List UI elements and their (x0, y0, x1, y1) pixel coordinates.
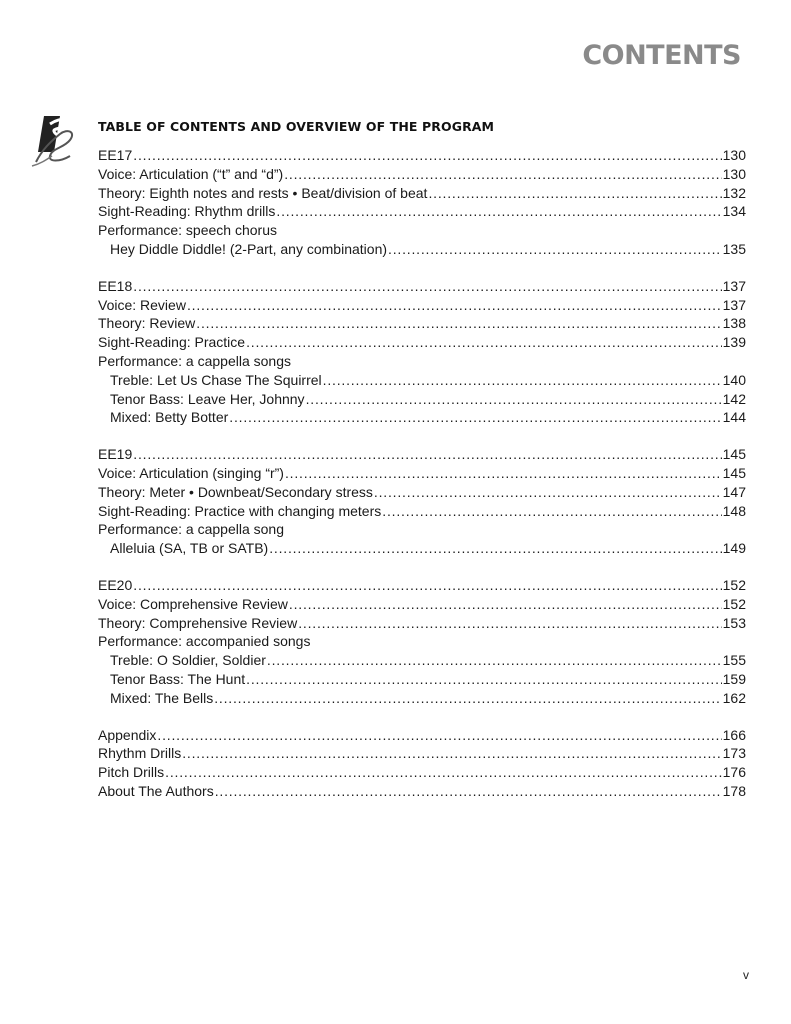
toc-page-number: 155 (722, 652, 746, 669)
toc-entry-label: Voice: Articulation (“t” and “d”) (98, 165, 284, 182)
toc-page-number: 132 (722, 184, 746, 201)
dot-leader (215, 782, 722, 801)
toc-page-number: 173 (722, 745, 746, 762)
dot-leader (388, 240, 722, 259)
toc-entry-label: Voice: Comprehensive Review (98, 595, 288, 612)
toc-entry (98, 595, 746, 614)
dot-leader (276, 202, 721, 221)
toc-entry (98, 464, 746, 483)
toc-entry (98, 202, 746, 221)
dot-leader (382, 502, 721, 521)
toc-entry-label: EE17 (98, 147, 133, 163)
toc-entry-label: EE18 (98, 277, 133, 294)
toc-group (98, 576, 746, 708)
dot-leader (246, 670, 721, 689)
page-folio: v (743, 968, 749, 982)
toc-entry-label: Theory: Meter • Downbeat/Secondary stress (98, 483, 373, 500)
dot-leader (157, 726, 721, 745)
toc-entry-label: Sight-Reading: Practice with changing meters (98, 502, 382, 519)
toc-entry (98, 221, 746, 240)
toc-entry (98, 296, 746, 315)
toc-page-number: 134 (722, 203, 746, 220)
toc-group (98, 726, 746, 801)
toc-page-number: 162 (722, 689, 746, 706)
ee-logo-icon (30, 112, 90, 172)
toc-entry-label: Tenor Bass: Leave Her, Johnny (110, 390, 305, 407)
toc-entry-label: Treble: Let Us Chase The Squirrel (110, 371, 322, 388)
toc-page-number: 145 (722, 446, 746, 463)
toc-entry (98, 333, 746, 352)
dot-leader (196, 314, 721, 333)
dot-leader (187, 296, 722, 315)
toc-entry (98, 483, 746, 502)
toc-entry (98, 240, 746, 259)
toc-page-number: 152 (722, 595, 746, 612)
dot-leader (269, 539, 721, 558)
toc-entry-label: Theory: Eighth notes and rests • Beat/division of beat (98, 184, 428, 201)
toc-entry (98, 146, 746, 165)
toc-entry-label: EE19 (98, 446, 133, 463)
toc-entry (98, 651, 746, 670)
toc-entry (98, 390, 746, 409)
toc-page-number: 152 (722, 576, 746, 593)
toc-page-number: 130 (722, 147, 746, 163)
toc-page-number: 145 (722, 464, 746, 481)
dot-leader (133, 445, 721, 464)
dot-leader (428, 184, 721, 203)
dot-leader (133, 576, 721, 595)
toc-entry-label: EE20 (98, 576, 133, 593)
toc-entry-label: Voice: Review (98, 296, 186, 313)
dot-leader (229, 408, 721, 427)
toc-page-number: 176 (722, 764, 746, 781)
toc-entry-label: Treble: O Soldier, Soldier (110, 652, 266, 669)
toc-entry (98, 726, 746, 745)
dot-leader (165, 763, 722, 782)
toc-entry (98, 352, 746, 371)
toc-entry (98, 371, 746, 390)
toc-entry-label: Pitch Drills (98, 764, 165, 781)
toc-entry-label: Rhythm Drills (98, 745, 182, 762)
toc-entry (98, 502, 746, 521)
dot-leader (298, 614, 721, 633)
toc-entry-label: Mixed: The Bells (110, 689, 214, 706)
dot-leader (285, 464, 722, 483)
toc-page-number: 130 (722, 165, 746, 182)
dot-leader (214, 689, 721, 708)
page-title: CONTENTS (582, 40, 741, 71)
toc-group (98, 277, 746, 427)
dot-leader (267, 651, 722, 670)
toc-entry-label: Alleluia (SA, TB or SATB) (110, 540, 269, 557)
toc-page-number: 178 (722, 782, 746, 799)
toc-entry (98, 632, 746, 651)
dot-leader (133, 146, 721, 165)
dot-leader (284, 165, 721, 184)
toc-entry (98, 520, 746, 539)
dot-leader (289, 595, 722, 614)
dot-leader (323, 371, 722, 390)
toc-page-number: 153 (722, 614, 746, 631)
toc-page-number: 140 (722, 371, 746, 388)
toc-page-number: 149 (722, 540, 746, 557)
dot-leader (182, 744, 721, 763)
toc-group (98, 445, 746, 558)
toc-entry (98, 670, 746, 689)
toc-page-number: 144 (722, 409, 746, 426)
toc-entry-label: Sight-Reading: Practice (98, 334, 246, 351)
toc-page-number: 142 (722, 390, 746, 407)
toc-entry (98, 165, 746, 184)
toc-entry-label: Hey Diddle Diddle! (2-Part, any combination) (110, 240, 388, 257)
table-of-contents (98, 146, 746, 819)
toc-entry (98, 763, 746, 782)
toc-entry-label: Appendix (98, 726, 157, 743)
toc-entry (98, 277, 746, 296)
toc-entry-label: About The Authors (98, 782, 214, 799)
toc-page-number: 147 (722, 483, 746, 500)
toc-entry (98, 576, 746, 595)
toc-page-number: 138 (722, 315, 746, 332)
toc-entry (98, 445, 746, 464)
toc-page-number: 135 (722, 240, 746, 257)
dot-leader (306, 390, 722, 409)
toc-entry-label: Performance: a cappella songs (98, 352, 291, 369)
dot-leader (133, 277, 721, 296)
toc-entry-label: Voice: Articulation (singing “r”) (98, 464, 284, 481)
toc-entry-label: Theory: Review (98, 315, 196, 332)
toc-entry (98, 184, 746, 203)
toc-entry (98, 614, 746, 633)
toc-entry (98, 539, 746, 558)
toc-entry-label: Tenor Bass: The Hunt (110, 670, 246, 687)
toc-entry-label: Performance: speech chorus (98, 222, 277, 239)
toc-entry-label: Theory: Comprehensive Review (98, 614, 298, 631)
toc-entry (98, 782, 746, 801)
section-title: TABLE OF CONTENTS AND OVERVIEW OF THE PROGRAM (98, 119, 495, 134)
toc-entry-label: Sight-Reading: Rhythm drills (98, 203, 276, 220)
toc-entry-label: Performance: accompanied songs (98, 633, 311, 650)
toc-entry-label: Mixed: Betty Botter (110, 409, 229, 426)
toc-page-number: 137 (722, 296, 746, 313)
toc-entry (98, 314, 746, 333)
toc-page-number: 148 (722, 502, 746, 519)
toc-page-number: 139 (722, 334, 746, 351)
toc-entry (98, 408, 746, 427)
toc-page-number: 137 (722, 277, 746, 294)
toc-page-number: 159 (722, 670, 746, 687)
toc-entry (98, 689, 746, 708)
toc-page-number: 166 (722, 726, 746, 743)
toc-entry (98, 744, 746, 763)
dot-leader (374, 483, 722, 502)
dot-leader (246, 333, 722, 352)
toc-entry-label: Performance: a cappella song (98, 521, 284, 538)
toc-group (98, 146, 746, 259)
